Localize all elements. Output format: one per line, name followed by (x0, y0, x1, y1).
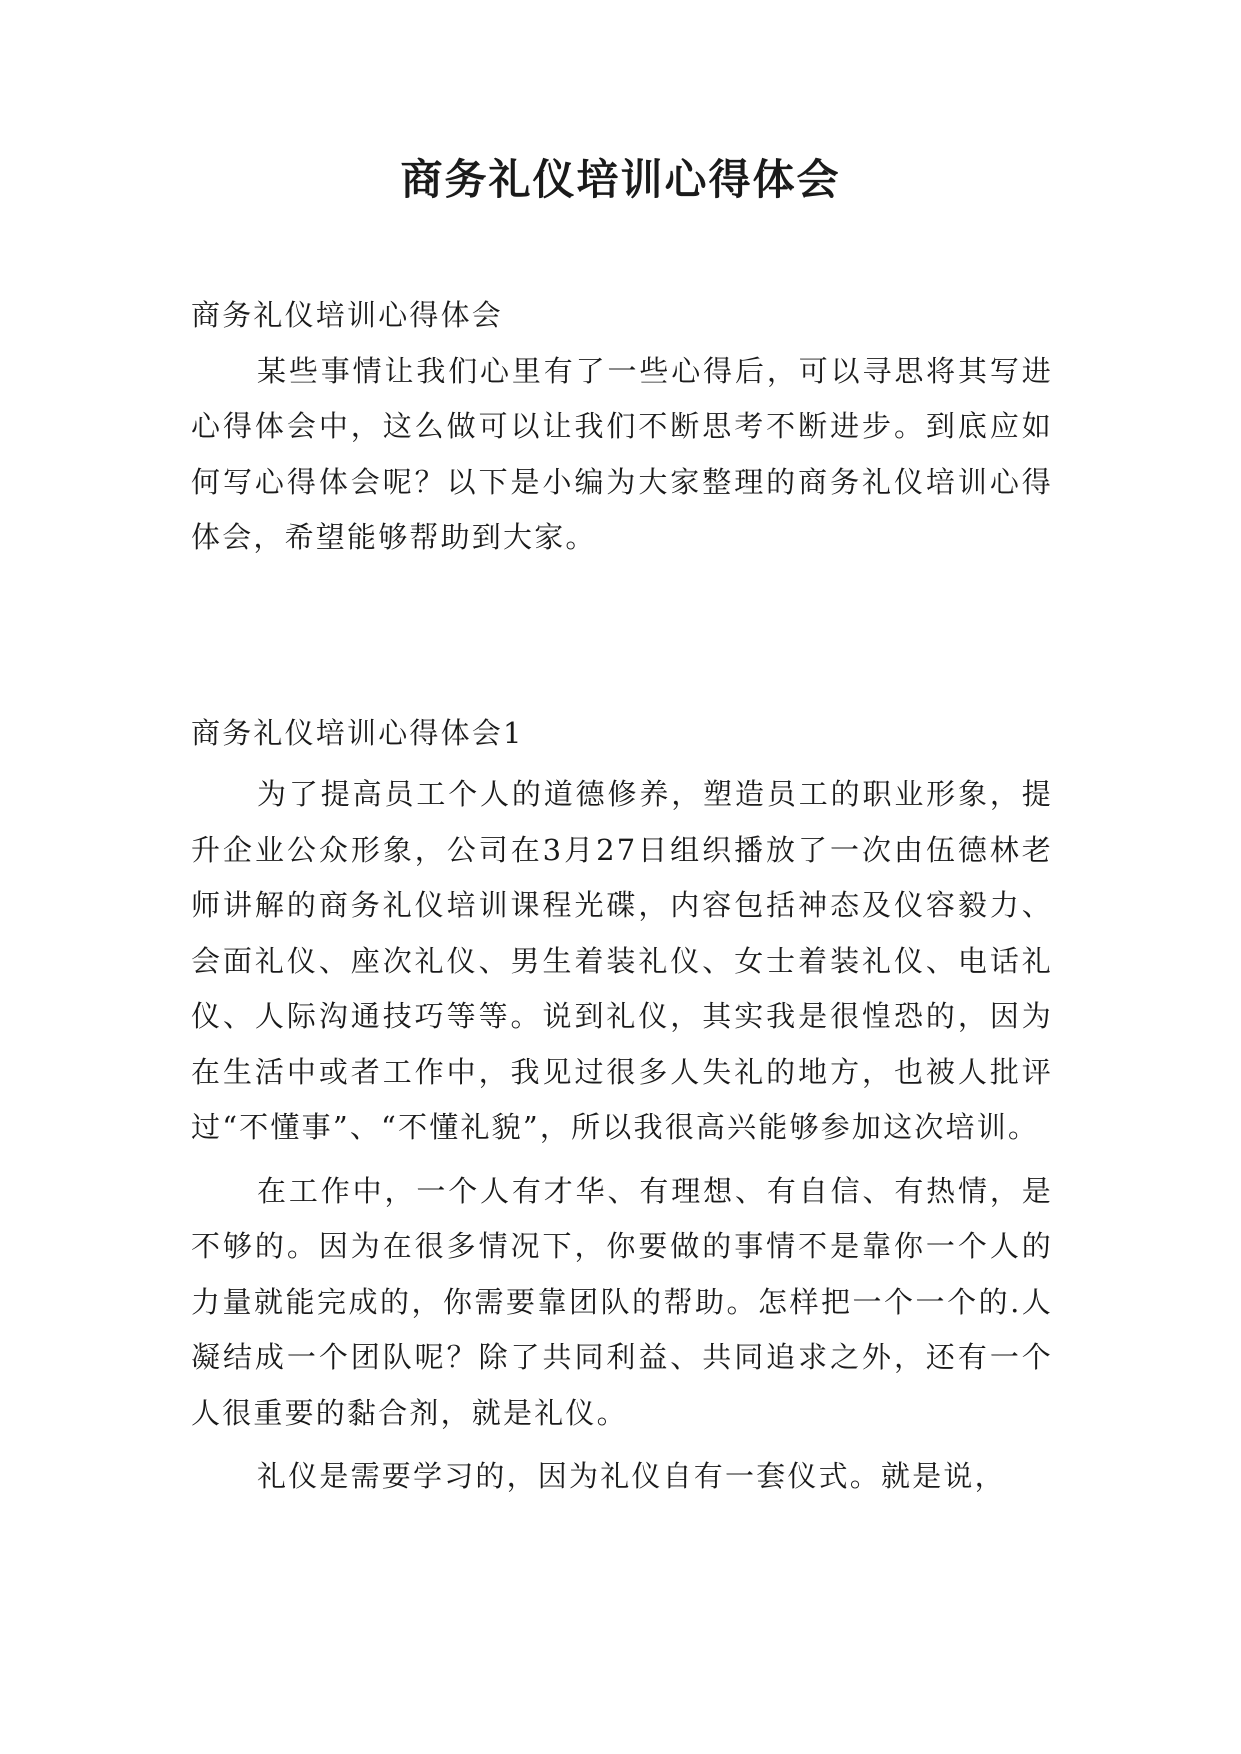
document-title: 商务礼仪培训心得体会 (400, 155, 841, 204)
body-paragraph-2: 在工作中，一个人有才华、有理想、有自信、有热情，是不够的。因为在很多情况下，你要做的事情不是靠你一个人的力量就能完成的，你需要靠团队的帮助。怎样把一个一个的.人凝结成一个团队呢？除了共同利益、共同追求之外，还有一个人很重要的黏合剂，就是礼仪。 (191, 1173, 1053, 1430)
section-heading: 商务礼仪培训心得体会1 (191, 715, 524, 750)
document-subtitle: 商务礼仪培训心得体会 (191, 298, 504, 332)
body-paragraph-3: 礼仪是需要学习的，因为礼仪自有一套仪式。就是说， (257, 1459, 1006, 1493)
intro-paragraph: 某些事情让我们心里有了一些心得后，可以寻思将其写进心得体会中，这么做可以让我们不断思考不断进步。到底应如何写心得体会呢？以下是小编为大家整理的商务礼仪培训心得体会，希望能够帮助到大家。 (191, 353, 1053, 554)
body-paragraph-1: 为了提高员工个人的道德修养，塑造员工的职业形象，提升企业公众形象，公司在3月27日组织播放了一次由伍德林老师讲解的商务礼仪培训课程光碟，内容包括神态及仪容毅力、会面礼仪、座次礼仪、男生着装礼仪、女士着装礼仪、电话礼仪、人际沟通技巧等等。说到礼仪，其实我是很惶恐的，因为在生活中或者工作中，我见过很多人失礼的地方，也被人批评过“不懂事”、“不懂礼貌”，所以我很高兴能够参加这次培训。 (191, 777, 1053, 1144)
document-body (191, 288, 1053, 1505)
